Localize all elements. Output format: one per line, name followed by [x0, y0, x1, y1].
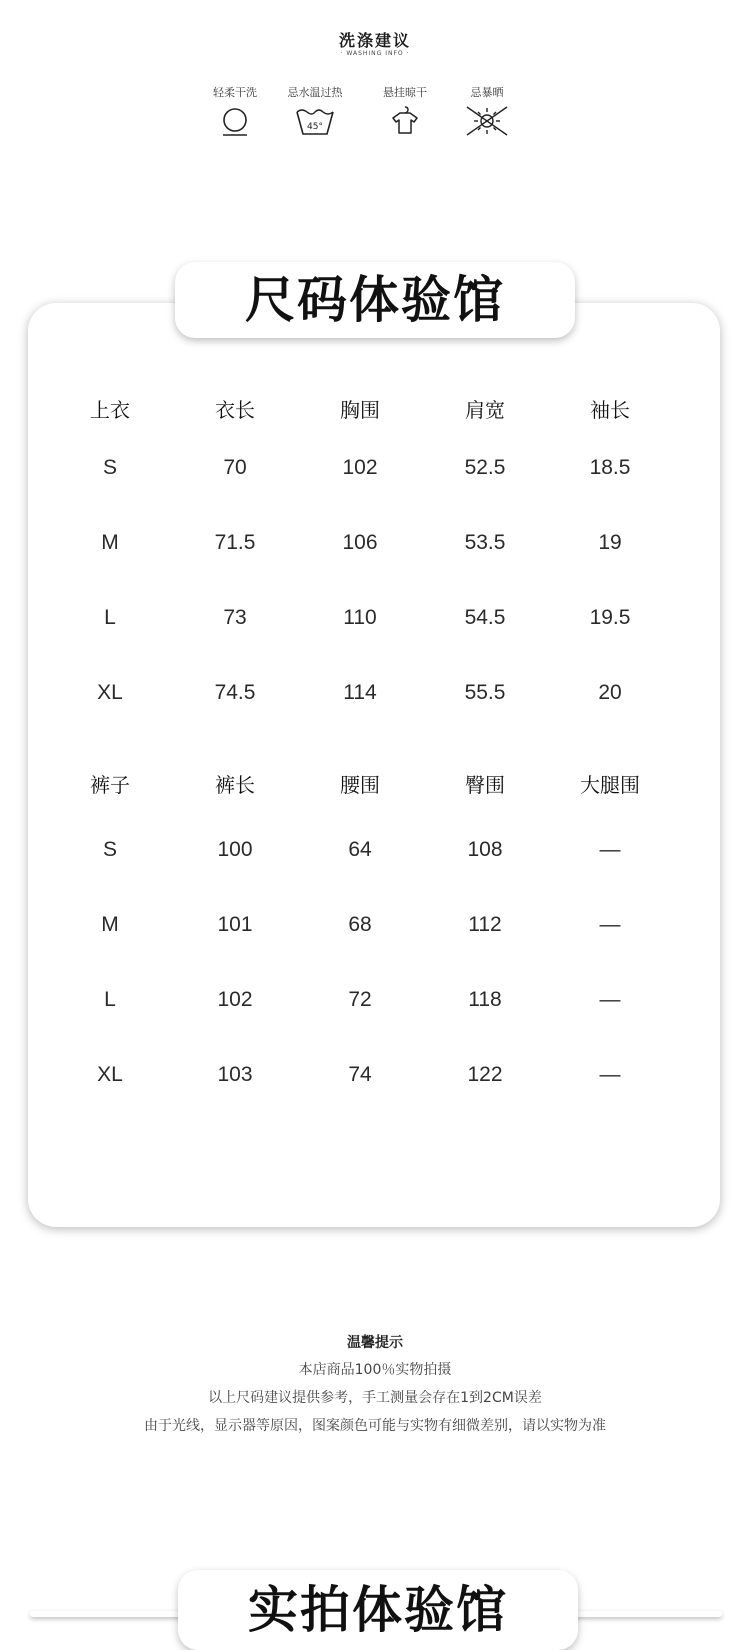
header-cell: 袖长: [590, 398, 630, 422]
table-cell: 68: [348, 913, 372, 936]
tips-line: 以上尺码建议提供参考，手工测量会存在1到2CM误差: [208, 1390, 542, 1406]
tips-title: 温馨提示: [347, 1335, 403, 1351]
table-cell: 102: [217, 988, 253, 1011]
table-cell: 20: [598, 681, 622, 704]
size-section-title: 尺码体验馆: [175, 262, 575, 338]
tips-line: 本店商品100％实物拍摄: [298, 1362, 452, 1378]
wash-item-hang-dry: [360, 84, 450, 138]
wash-temp-label: 45°: [307, 122, 323, 132]
table-cell: 73: [223, 606, 247, 629]
table-row: [50, 603, 690, 633]
table-cell: 53.5: [464, 531, 506, 554]
table-cell: —: [599, 988, 621, 1011]
wash-item-dry-clean: [190, 84, 280, 138]
header-cell: 臀围: [465, 773, 505, 797]
table-cell: 19.5: [589, 606, 631, 629]
table-cell: 74.5: [214, 681, 256, 704]
table-cell: 74: [348, 1063, 372, 1086]
table-cell: 64: [348, 838, 372, 861]
wash-45-icon: [294, 104, 336, 138]
table-cell: M: [101, 531, 119, 554]
tips-block: [0, 1330, 750, 1440]
table-cell: 122: [467, 1063, 503, 1086]
table-cell: 72: [348, 988, 372, 1011]
table-cell: S: [102, 456, 117, 479]
table-cell: 18.5: [589, 456, 631, 479]
table-cell: 54.5: [464, 606, 506, 629]
table-cell: 101: [217, 913, 253, 936]
table-cell: L: [104, 606, 116, 629]
table-row: [50, 985, 690, 1015]
table-row: [50, 910, 690, 940]
table-header: [50, 770, 690, 800]
header-cell: 裤长: [215, 773, 255, 797]
dry-clean-icon: [218, 104, 252, 138]
header-cell: 腰围: [340, 773, 380, 797]
table-row: [50, 528, 690, 558]
table-cell: 19: [598, 531, 622, 554]
wash-item-label: 忌水温过热: [287, 86, 343, 99]
table-cell: —: [599, 838, 621, 861]
table-cell: 108: [467, 838, 503, 861]
table-row: [50, 678, 690, 708]
header-cell: 衣长: [215, 398, 255, 422]
washing-title: 洗涤建议: [338, 31, 411, 50]
table-cell: 118: [468, 988, 502, 1011]
table-row: [50, 835, 690, 865]
table-cell: 112: [468, 913, 502, 936]
table-cell: —: [599, 913, 621, 936]
wash-item-no-sun: [442, 84, 532, 138]
table-row: [50, 453, 690, 483]
table-header: [50, 395, 690, 425]
header-cell: 肩宽: [465, 398, 505, 422]
table-cell: XL: [97, 681, 123, 704]
table-cell: 103: [217, 1063, 253, 1086]
hang-dry-icon: [388, 104, 422, 138]
table-cell: 71.5: [214, 531, 256, 554]
table-cell: 114: [343, 681, 377, 704]
header-cell: 上衣: [90, 398, 130, 422]
tips-line: 由于光线，显示器等原因，图案颜色可能与实物有细微差别，请以实物为准: [144, 1418, 606, 1434]
no-sun-icon: [464, 104, 510, 138]
table-cell: S: [102, 838, 117, 861]
wash-item-temperature: [270, 84, 360, 138]
table-cell: M: [101, 913, 119, 936]
wash-item-label: 悬挂晾干: [383, 86, 427, 99]
table-cell: 55.5: [464, 681, 506, 704]
header-cell: 裤子: [90, 773, 130, 797]
wash-item-label: 忌暴晒: [470, 86, 504, 99]
table-cell: 100: [217, 838, 253, 861]
table-cell: 52.5: [464, 456, 506, 479]
table-row: [50, 1060, 690, 1090]
table-cell: 110: [343, 606, 377, 629]
photo-section-title: 实拍体验馆: [178, 1570, 578, 1650]
table-cell: 106: [342, 531, 378, 554]
table-cell: L: [104, 988, 116, 1011]
header-cell: 大腿围: [580, 773, 640, 797]
header-cell: 胸围: [340, 398, 380, 422]
table-cell: 102: [342, 456, 378, 479]
table-cell: XL: [97, 1063, 123, 1086]
wash-item-label: 轻柔干洗: [213, 86, 257, 99]
table-cell: 70: [223, 456, 247, 479]
washing-subtitle: · WASHING INFO ·: [340, 50, 410, 57]
table-cell: —: [599, 1063, 621, 1086]
